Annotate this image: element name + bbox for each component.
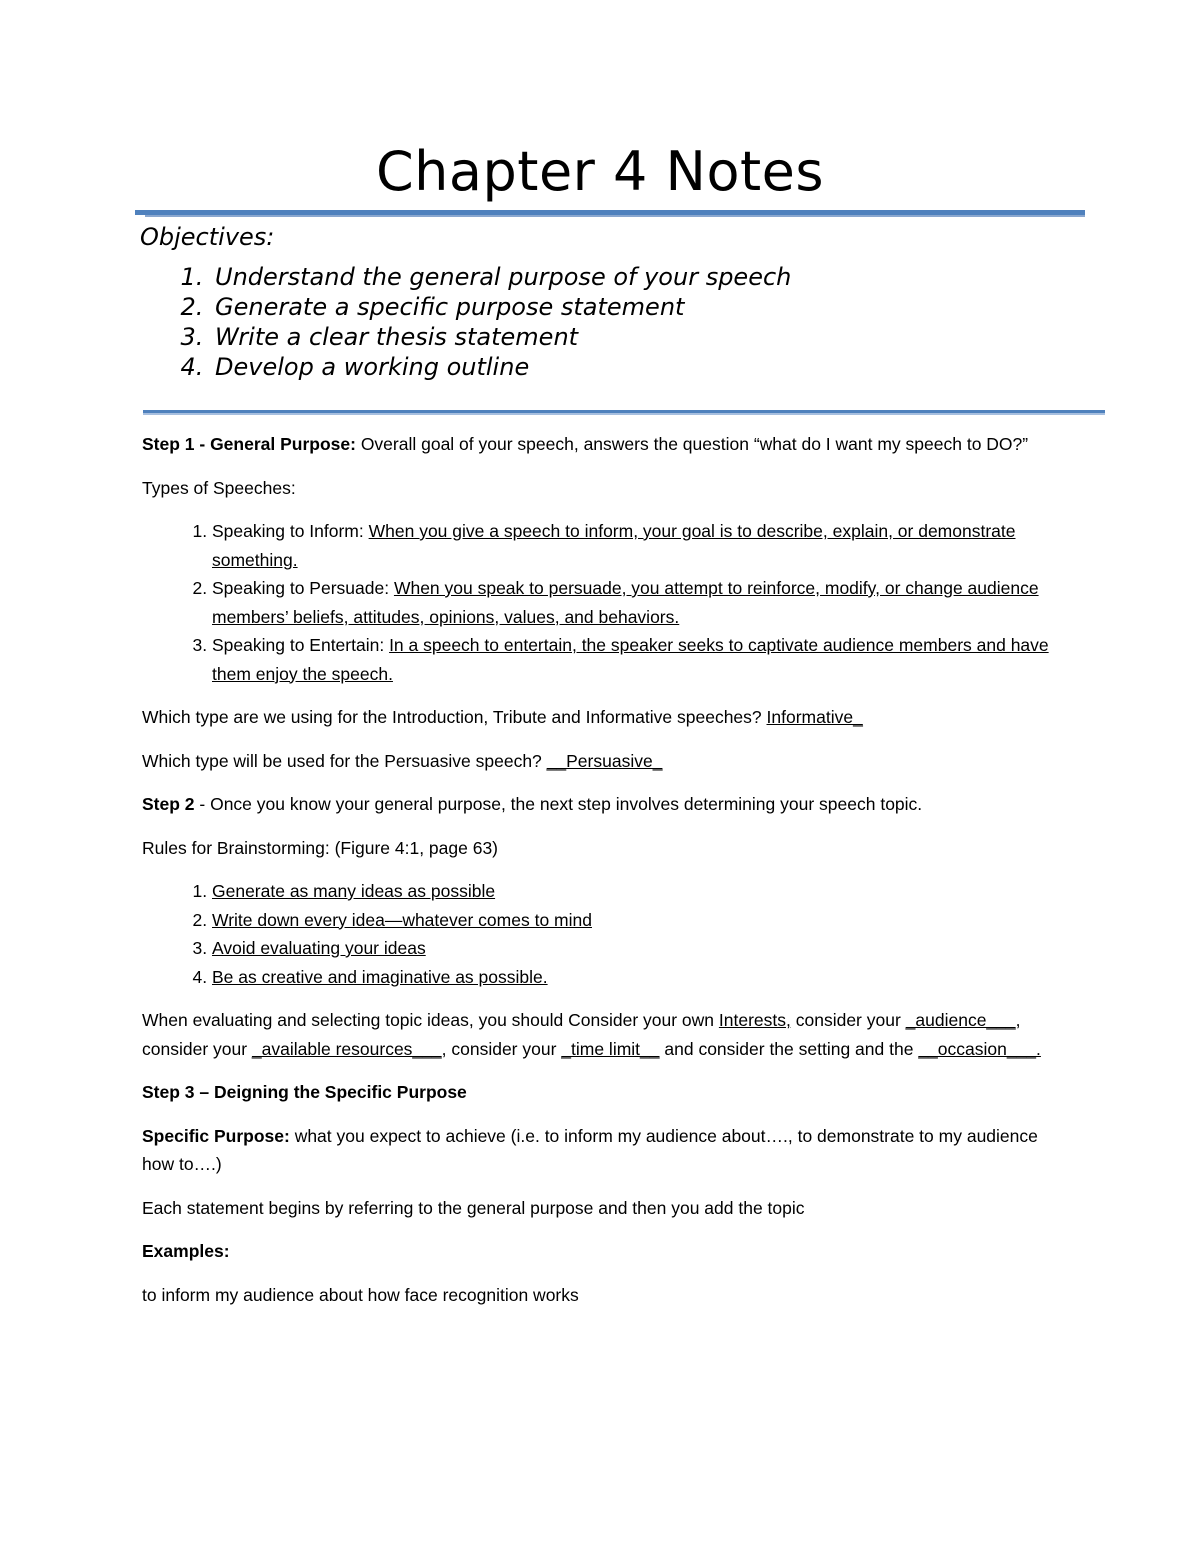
objectives-section bbox=[140, 222, 1080, 382]
notes-body bbox=[142, 430, 1072, 1324]
evaluate-text: and consider the setting and the bbox=[659, 1038, 919, 1059]
speech-type-label: Speaking to Persuade: bbox=[212, 578, 394, 598]
each-statement-paragraph: Each statement begins by referring to the general purpose and then you add the topic bbox=[142, 1197, 805, 1218]
step2-text: - Once you know your general purpose, the next step involves determining your speech topic. bbox=[194, 794, 923, 814]
examples-heading bbox=[142, 1237, 1072, 1266]
brainstorm-rule bbox=[212, 877, 1072, 906]
evaluate-blank-audience: _audience___ bbox=[905, 1010, 1016, 1030]
step1-paragraph bbox=[142, 430, 1072, 459]
step1-text: Overall goal of your speech, answers the question “what do I want my speech to DO?” bbox=[355, 434, 1029, 454]
speech-types-list bbox=[142, 517, 1072, 688]
evaluate-blank-occasion: __occasion___. bbox=[918, 1038, 1041, 1059]
objective-item: 4. Develop a working outline bbox=[211, 352, 1080, 382]
step1-label: Step 1 - General Purpose: bbox=[142, 434, 356, 454]
step3-label: Step 3 – Deigning the Specific Purpose bbox=[142, 1082, 467, 1102]
evaluate-blank-interests: Interests, bbox=[718, 1010, 791, 1030]
question-1 bbox=[142, 703, 1072, 732]
examples-label: Examples: bbox=[142, 1241, 230, 1261]
speech-type-persuade bbox=[212, 574, 1072, 631]
brainstorm-rule bbox=[212, 963, 1072, 992]
evaluate-blank-resources: _available resources___ bbox=[251, 1038, 442, 1059]
speech-type-definition: When you speak to persuade, you attempt to reinforce, modify, or change audience members’ beliefs, attitudes, opinions, values, and behaviors. bbox=[212, 578, 1039, 627]
brainstorm-rules-list bbox=[142, 877, 1072, 991]
step2-label: Step 2 bbox=[142, 794, 195, 814]
question-text: Which type are we using for the Introduction, Tribute and Informative speeches? bbox=[142, 707, 767, 727]
specific-purpose-label: Specific Purpose: bbox=[142, 1125, 290, 1146]
objective-item: 2. Generate a specific purpose statement bbox=[211, 292, 1080, 322]
page-title: Chapter 4 Notes bbox=[375, 140, 825, 203]
evaluate-blank-time-limit: _time limit__ bbox=[561, 1038, 660, 1059]
brainstorm-rule bbox=[212, 906, 1072, 935]
divider-bar-shadow bbox=[145, 215, 1085, 217]
speech-type-label: Speaking to Inform: bbox=[212, 521, 369, 541]
speech-type-entertain bbox=[212, 631, 1072, 688]
evaluate-text: When evaluating and selecting topic ideas, you should Consider your own bbox=[142, 1010, 719, 1030]
specific-purpose-paragraph bbox=[142, 1122, 1072, 1179]
brainstorm-rule-text: Avoid evaluating your ideas bbox=[212, 938, 426, 958]
objectives-list bbox=[140, 262, 1080, 382]
brainstorm-rule bbox=[212, 934, 1072, 963]
divider-bar-shadow bbox=[143, 413, 1105, 415]
objective-item: 1. Understand the general purpose of your speech bbox=[211, 262, 1080, 292]
evaluate-paragraph bbox=[142, 1006, 1072, 1063]
brainstorm-rule-text: Generate as many ideas as possible bbox=[212, 881, 496, 901]
brainstorm-rule-text: Write down every idea—whatever comes to mind bbox=[212, 909, 592, 930]
step3-heading bbox=[142, 1078, 1072, 1107]
question-answer: Informative_ bbox=[766, 707, 863, 727]
question-answer: __Persuasive_ bbox=[546, 750, 663, 771]
step2-paragraph bbox=[142, 790, 1072, 819]
evaluate-text: , consider your bbox=[441, 1038, 562, 1059]
example-item: to inform my audience about how face recognition works bbox=[142, 1284, 579, 1305]
speech-type-label: Speaking to Entertain: bbox=[212, 635, 390, 655]
specific-purpose-text: what you expect to achieve (i.e. to inform my audience about…., to demonstrate to my audience how to….) bbox=[142, 1125, 1038, 1174]
objectives-heading: Objectives: bbox=[140, 223, 275, 251]
brainstorm-rule-text: Be as creative and imaginative as possible. bbox=[212, 966, 548, 987]
objective-item: 3. Write a clear thesis statement bbox=[211, 322, 1080, 352]
evaluate-text: , consider your bbox=[142, 1010, 1021, 1059]
brainstorm-heading: Rules for Brainstorming: (Figure 4:1, page 63) bbox=[142, 837, 498, 858]
evaluate-text: consider your bbox=[790, 1010, 906, 1030]
types-heading: Types of Speeches: bbox=[142, 477, 296, 498]
speech-type-definition: When you give a speech to inform, your goal is to describe, explain, or demonstrate something. bbox=[212, 521, 1016, 570]
objectives-divider bbox=[143, 410, 1105, 416]
question-text: Which type will be used for the Persuasive speech? bbox=[142, 750, 547, 771]
speech-type-definition: In a speech to entertain, the speaker seeks to captivate audience members and have them enjoy the speech. bbox=[212, 635, 1049, 684]
question-2 bbox=[142, 747, 1072, 776]
speech-type-inform bbox=[212, 517, 1072, 574]
title-divider bbox=[135, 210, 1085, 219]
